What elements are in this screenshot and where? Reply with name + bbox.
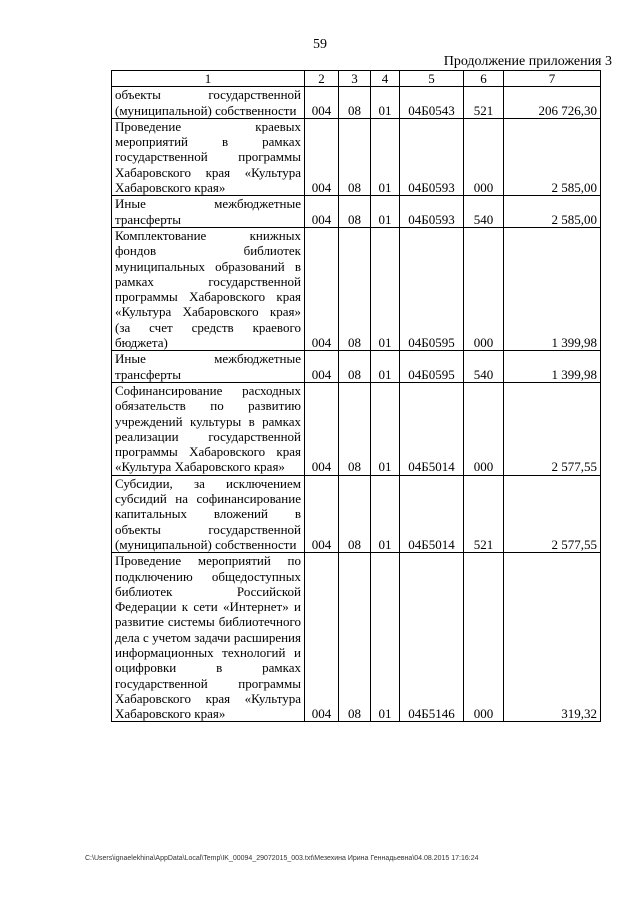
table-row — [112, 351, 601, 383]
appendix-table — [111, 70, 601, 722]
row-code-cell: 004 — [305, 227, 339, 350]
table-header-row — [112, 71, 601, 87]
column-header: 4 — [371, 71, 400, 87]
row-code-cell: 01 — [371, 227, 400, 350]
row-code-cell: 01 — [371, 118, 400, 195]
column-header: 1 — [112, 71, 305, 87]
footer-file-path: C:\Users\ignaelekhina\AppData\Local\Temp\IK_00094_29072015_003.txt\Мезехина Ирина Геннадьевна\04.08.2015 17:16:24 — [85, 855, 479, 862]
row-code-cell: 521 — [464, 87, 504, 119]
row-code-cell: 521 — [464, 475, 504, 552]
row-name-text: Проведение краевых мероприятий в рамках государственной программы Хабаровского края «Культура Хабаровского края» — [115, 118, 301, 196]
row-name-text: Иные межбюджетные трансферты — [115, 351, 301, 382]
column-header: 2 — [305, 71, 339, 87]
row-code-cell: 000 — [464, 382, 504, 475]
row-code-cell: 540 — [464, 196, 504, 228]
row-name-cell — [112, 227, 305, 350]
row-code-cell: 004 — [305, 351, 339, 383]
row-code-cell: 04Б0595 — [400, 351, 464, 383]
continuation-label: Продолжение приложения 3 — [443, 54, 612, 69]
row-amount-cell: 319,32 — [504, 553, 601, 722]
row-code-cell: 08 — [339, 196, 371, 228]
row-code-cell: 004 — [305, 553, 339, 722]
row-amount-cell: 2 585,00 — [504, 196, 601, 228]
row-code-cell: 004 — [305, 475, 339, 552]
row-name-text: Проведение мероприятий по подключению общедоступных библиотек Российской Федерации к сети «Интернет» и развитие системы библиотечного дела с учетом задачи расширения информационных технологий и оцифровки в рамках государственной программы Хабаровского края «Культура Хабаровского края» — [115, 553, 301, 722]
row-code-cell: 004 — [305, 196, 339, 228]
table-row — [112, 118, 601, 195]
row-code-cell: 04Б5146 — [400, 553, 464, 722]
row-amount-cell: 2 577,55 — [504, 475, 601, 552]
row-code-cell: 04Б0543 — [400, 87, 464, 119]
row-code-cell: 004 — [305, 87, 339, 119]
row-name-cell — [112, 118, 305, 195]
row-code-cell: 04Б0595 — [400, 227, 464, 350]
table-row — [112, 382, 601, 475]
column-header: 7 — [504, 71, 601, 87]
row-name-text: Субсидии, за исключением субсидий на софинансирование капитальных вложений в объекты государственной (муниципальной) собственности — [115, 475, 301, 552]
page-number: 59 — [313, 37, 327, 52]
column-header: 5 — [400, 71, 464, 87]
row-name-cell — [112, 351, 305, 383]
row-amount-cell: 2 577,55 — [504, 382, 601, 475]
row-code-cell: 01 — [371, 382, 400, 475]
table-row — [112, 475, 601, 552]
row-code-cell: 01 — [371, 87, 400, 119]
row-code-cell: 04Б0593 — [400, 196, 464, 228]
row-code-cell: 01 — [371, 553, 400, 722]
row-code-cell: 004 — [305, 382, 339, 475]
row-name-cell — [112, 87, 305, 119]
row-code-cell: 000 — [464, 227, 504, 350]
row-code-cell: 08 — [339, 382, 371, 475]
row-code-cell: 04Б0593 — [400, 118, 464, 195]
table-row — [112, 87, 601, 119]
column-header: 3 — [339, 71, 371, 87]
row-name-cell — [112, 553, 305, 722]
row-code-cell: 000 — [464, 118, 504, 195]
column-header: 6 — [464, 71, 504, 87]
row-name-text: Иные межбюджетные трансферты — [115, 196, 301, 227]
row-name-text: объекты государственной (муниципальной) собственности — [115, 87, 301, 118]
row-code-cell: 08 — [339, 475, 371, 552]
table-row — [112, 196, 601, 228]
row-code-cell: 01 — [371, 351, 400, 383]
row-code-cell: 01 — [371, 475, 400, 552]
row-name-text: Софинансирование расходных обязательств по развитию учреждений культуры в рамках реализации государственной программы Хабаровского края «Культура Хабаровского края» — [115, 382, 301, 475]
row-code-cell: 08 — [339, 118, 371, 195]
row-code-cell: 01 — [371, 196, 400, 228]
row-code-cell: 08 — [339, 351, 371, 383]
row-amount-cell: 206 726,30 — [504, 87, 601, 119]
row-code-cell: 000 — [464, 553, 504, 722]
row-name-cell — [112, 382, 305, 475]
row-code-cell: 04Б5014 — [400, 382, 464, 475]
row-code-cell: 04Б5014 — [400, 475, 464, 552]
row-name-cell — [112, 196, 305, 228]
row-code-cell: 540 — [464, 351, 504, 383]
row-amount-cell: 1 399,98 — [504, 351, 601, 383]
table-row — [112, 553, 601, 722]
row-code-cell: 08 — [339, 227, 371, 350]
row-amount-cell: 1 399,98 — [504, 227, 601, 350]
row-name-text: Комплектование книжных фондов библиотек муниципальных образований в рамках государственной программы Хабаровского края «Культура Хабаровского края» (за счет средств краевого бюджета) — [115, 227, 301, 351]
row-name-cell — [112, 475, 305, 552]
row-code-cell: 08 — [339, 87, 371, 119]
row-code-cell: 08 — [339, 553, 371, 722]
table-row — [112, 227, 601, 350]
row-code-cell: 004 — [305, 118, 339, 195]
row-amount-cell: 2 585,00 — [504, 118, 601, 195]
